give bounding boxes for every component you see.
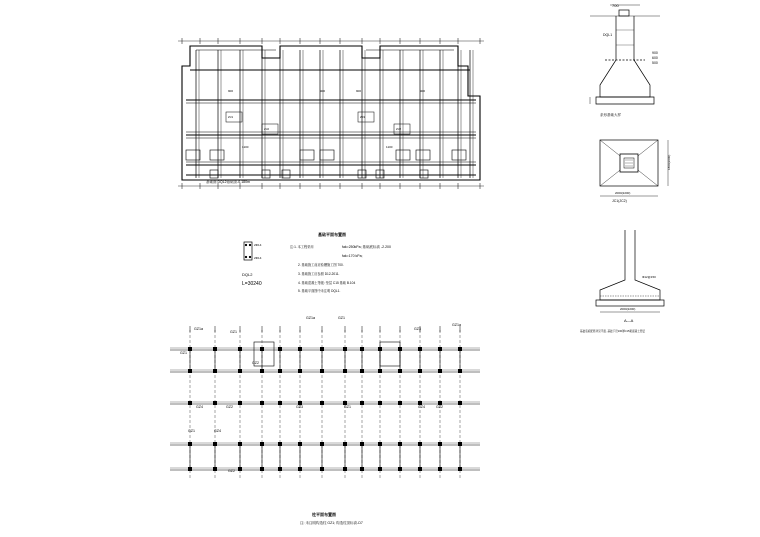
section-aa-dim: 2000(2200) bbox=[620, 307, 636, 311]
foundation-walls bbox=[186, 50, 473, 178]
notes-title: 基础平面布置图 bbox=[318, 232, 346, 237]
pad-footing-plan bbox=[600, 140, 668, 196]
foundation-dim-label: 900 bbox=[356, 89, 362, 93]
axis-ticks-top bbox=[178, 38, 484, 189]
column-label: GZ2 bbox=[226, 405, 233, 409]
column-plan-labels bbox=[180, 316, 461, 473]
column-label: GZ4 bbox=[196, 405, 203, 409]
foundation-room-label: ZJ2 bbox=[264, 127, 270, 131]
strip-footing-dim-3: 500 bbox=[652, 61, 658, 65]
column-label: GZ1a bbox=[306, 316, 315, 320]
foundation-dim-label: 900 bbox=[420, 89, 426, 93]
column-plan bbox=[170, 326, 480, 480]
pad-footing-dim-width: 2000(2200) bbox=[615, 191, 631, 195]
strip-footing-dim-top: 700 bbox=[612, 3, 619, 8]
foundation-room-label: ZJ2 bbox=[396, 127, 402, 131]
section-a-a bbox=[596, 230, 664, 312]
strip-footing-dim-1: 900 bbox=[652, 51, 658, 55]
section-aa-note: 基础底板配筋详见平面, 基础下设100厚C15素混凝土垫层 bbox=[580, 330, 645, 333]
beam-rebar-top: 2Φ14 bbox=[254, 243, 262, 247]
column-label: GZ1 bbox=[230, 330, 237, 334]
notes-line-7: 5. 基础平面图中未注明 DQL1. bbox=[298, 289, 341, 293]
column-label: GZ1a bbox=[452, 323, 461, 327]
column-label: GZ3 bbox=[296, 405, 303, 409]
strip-footing-label: DQL1 bbox=[603, 33, 613, 37]
foundation-room-label: ZJ1 bbox=[228, 115, 234, 119]
foundation-dim-label: 1100 bbox=[386, 145, 393, 149]
column-label: GZ2 bbox=[228, 469, 235, 473]
foundation-dim-label: 900 bbox=[228, 89, 234, 93]
column-label: GZ4 bbox=[214, 429, 221, 433]
notes-line-3: fak=170 kPa; bbox=[342, 254, 363, 258]
column-label: GZ2 bbox=[436, 405, 443, 409]
column-label: GZ2 bbox=[252, 361, 259, 365]
strip-footing-dim-2: 600 bbox=[652, 56, 658, 60]
notes-line-4: 2. 基础施工前应验槽施工图 700. bbox=[298, 263, 344, 267]
foundation-plan-caption: 基础图 DQL2基础顶-0.180m bbox=[206, 180, 250, 184]
strip-footing-section bbox=[590, 5, 660, 104]
foundation-plan bbox=[178, 38, 484, 189]
notes-line-5: 3. 基础施工应参照 D12-2011. bbox=[298, 272, 340, 276]
beam-section-length: L=30240 bbox=[242, 281, 262, 287]
pad-footing-dim-height: 1800(2000) bbox=[667, 154, 671, 170]
column-plan-subtitle: 注: 未注明构造柱 GZ1; 构造柱顶标高-D7 bbox=[300, 521, 363, 525]
column-label: GZ4 bbox=[418, 405, 425, 409]
column-plan-columns bbox=[188, 347, 462, 471]
section-aa-rebar: Φ12@150 bbox=[642, 275, 656, 279]
beam-rebar-bottom: 2Φ14 bbox=[254, 256, 262, 260]
column-label: GZ1 bbox=[188, 429, 195, 433]
foundation-room-label: ZJ1 bbox=[360, 115, 366, 119]
column-label: GZ1a bbox=[194, 327, 203, 331]
beam-section-dql2 bbox=[244, 242, 252, 260]
foundation-dim-label: 1100 bbox=[242, 145, 249, 149]
notes-line-2: fak=250kPa; 基础底标高 -2.200 bbox=[342, 245, 391, 249]
column-label: GZ1 bbox=[344, 405, 351, 409]
notes-line-1: 注:1. 本工程采用 bbox=[290, 245, 314, 249]
beam-section-name: DQL2 bbox=[242, 272, 253, 277]
column-label: GZ1 bbox=[338, 316, 345, 320]
column-label: GZ3 bbox=[414, 327, 421, 331]
column-plan-title: 柱平面布置图 bbox=[312, 512, 336, 517]
column-label: GZ1 bbox=[180, 351, 187, 355]
section-aa-caption: A—A bbox=[624, 318, 634, 323]
foundation-dim-label: 900 bbox=[320, 89, 326, 93]
pad-footing-caption: JC1(JC2) bbox=[612, 199, 627, 203]
strip-footing-caption: 条形基础大样 bbox=[600, 113, 621, 117]
notes-line-6: 4. 基础混凝土等级: 垫层 C15 基础 B.104 bbox=[298, 281, 356, 285]
